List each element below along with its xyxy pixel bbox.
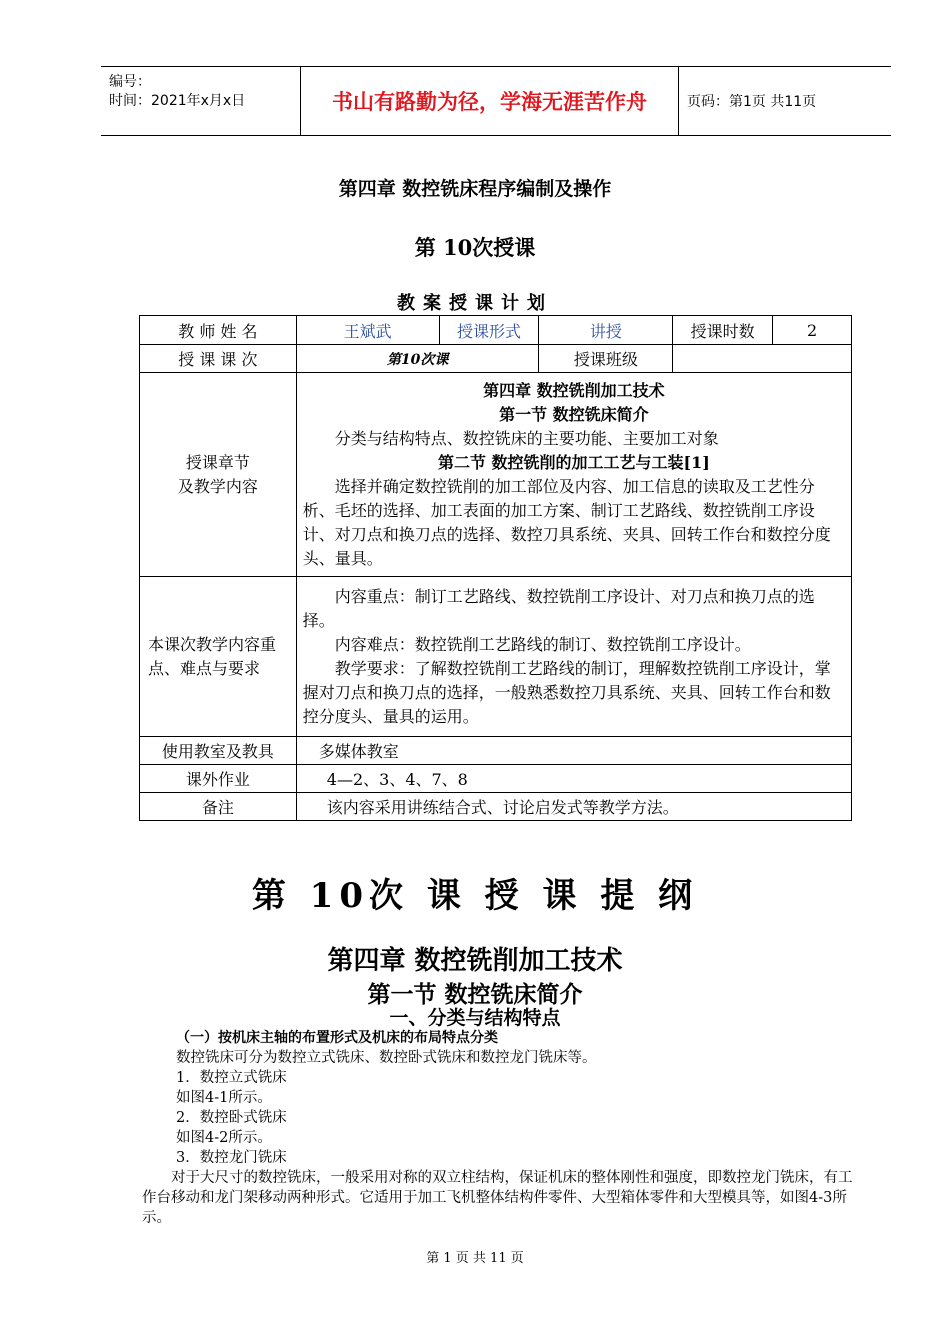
number-label: 编号： — [109, 74, 151, 90]
outline-body — [142, 1028, 856, 1228]
table-row — [140, 373, 852, 577]
item1-text: 如图4-1所示。 — [176, 1090, 272, 1106]
focus-require: 教学要求：了解数控铣削工艺路线的制订，理解数控铣削工序设计，掌握对刀点和换刀点的选择，一般熟悉数控刀具系统、夹具、回转工作台和数控分度头、量具的运用。 — [302, 658, 831, 726]
teacher-label: 教 师 姓 名 — [140, 316, 297, 345]
table-row — [140, 577, 852, 737]
content-section2-text: 选择并确定数控铣削的加工部位及内容、加工信息的读取及工艺性分析、毛坯的选择、加工表面的加工方案、制订工艺路线、数控铣削工序设计、对刀点和换刀点的选择、数控刀具系统、夹具、回转工作台和数控分度头、量具。 — [302, 476, 831, 568]
outline-subheading: 一、分类与结构特点 — [389, 1007, 561, 1029]
homework-value: 4—2、3、4、7、8 — [296, 765, 851, 793]
room-label: 使用教室及教具 — [140, 737, 297, 765]
time-label: 时间：2021年x月x日 — [109, 93, 246, 109]
focus-difficult: 内容难点：数控铣削工艺路线的制订、数控铣削工序设计。 — [334, 634, 751, 654]
outline-chapter: 第四章 数控铣削加工技术 — [327, 946, 623, 976]
content-cell — [296, 373, 851, 577]
form-value: 讲授 — [539, 316, 673, 345]
content-section1-text: 分类与结构特点、数控铣床的主要功能、主要加工对象 — [334, 428, 719, 448]
item2-heading: 2．数控卧式铣床 — [176, 1110, 287, 1126]
focus-label: 本课次教学内容重点、难点与要求 — [140, 577, 297, 737]
session-label: 授 课 课 次 — [140, 345, 297, 373]
focus-key: 内容重点：制订工艺路线、数控铣削工序设计、对刀点和换刀点的选择。 — [302, 586, 815, 630]
focus-cell — [296, 577, 851, 737]
item3-heading: 3．数控龙门铣床 — [176, 1150, 287, 1166]
note-label: 备注 — [140, 793, 297, 821]
teacher-name: 王斌武 — [296, 316, 439, 345]
content-section2: 第二节 数控铣削的加工工艺与工装[1] — [437, 452, 710, 472]
content-section1: 第一节 数控铣床简介 — [499, 404, 649, 424]
table-row — [140, 316, 852, 345]
item2-text: 如图4-2所示。 — [176, 1130, 272, 1146]
note-value: 该内容采用讲练结合式、讨论启发式等教学方法。 — [296, 793, 851, 821]
intro-text: 数控铣床可分为数控立式铣床、数控卧式铣床和数控龙门铣床等。 — [176, 1050, 597, 1066]
plan-title: 教案授课计划 — [397, 293, 553, 314]
lesson-title: 第 10次授课 — [414, 235, 536, 260]
item3-text: 对于大尺寸的数控铣床，一般采用对称的双立柱结构，保证机床的整体刚性和强度，即数控龙门铣床，有工作台移动和龙门架移动两种形式。它适用于加工飞机整体结构件零件、大型箱体零件和大型模具等，如图4-3所示。 — [142, 1170, 853, 1226]
lesson-plan-table — [139, 315, 852, 821]
table-row — [140, 737, 852, 765]
outline-section: 第一节 数控铣床简介 — [367, 981, 583, 1008]
page-header — [101, 66, 891, 136]
room-value: 多媒体教室 — [296, 737, 851, 765]
session-value: 第10次课 — [296, 345, 539, 373]
homework-label: 课外作业 — [140, 765, 297, 793]
content-chapter: 第四章 数控铣削加工技术 — [483, 380, 665, 400]
header-motto: 书山有路勤为径，学海无涯苦作舟 — [301, 67, 679, 135]
chapter-title: 第四章 数控铣床程序编制及操作 — [338, 178, 612, 200]
page-footer: 第 1 页 共 11 页 — [426, 1251, 524, 1266]
outline-title: 第 10次 课 授 课 提 纲 — [251, 876, 699, 916]
table-row — [140, 765, 852, 793]
class-label: 授课班级 — [539, 345, 673, 373]
table-row — [140, 345, 852, 373]
class-value — [673, 345, 852, 373]
hours-label: 授课时数 — [673, 316, 773, 345]
form-label: 授课形式 — [439, 316, 539, 345]
item-heading: （一）按机床主轴的布置形式及机床的布局特点分类 — [176, 1030, 498, 1046]
table-row — [140, 793, 852, 821]
content-label: 授课章节 及教学内容 — [140, 373, 297, 577]
header-meta — [101, 67, 301, 135]
item1-heading: 1．数控立式铣床 — [176, 1070, 287, 1086]
header-page-label: 页码：第1页 共11页 — [687, 94, 817, 110]
hours-value: 2 — [773, 316, 852, 345]
